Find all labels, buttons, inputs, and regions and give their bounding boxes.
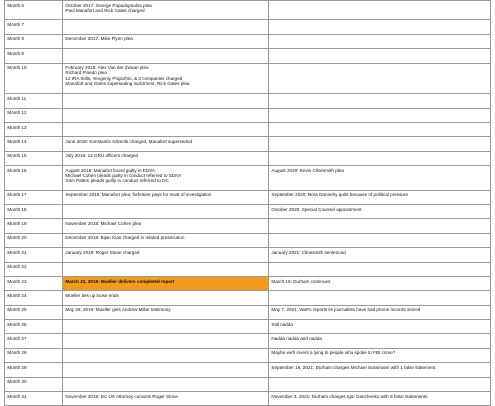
event-text: 12 IRA trolls, Yevgeniy Prigozhin, & 3 companies charged: [65, 75, 183, 81]
table-row: [5, 123, 491, 137]
month-cell: Month 20: [5, 233, 63, 247]
mid-event-cell: [63, 49, 269, 63]
event-text: December 2018: Bijan Kian charged in related prosecution: [65, 235, 185, 241]
table-row: [5, 219, 491, 233]
month-cell: Month 13: [5, 123, 63, 137]
right-event-cell: [269, 108, 491, 122]
month-cell: Month 26: [5, 320, 63, 334]
event-text: November 2019: DC US Attorney convicts Roger Stone: [65, 393, 178, 399]
table-row: [5, 205, 491, 219]
event-text: December 2017: Mike Flynn plea: [65, 36, 133, 42]
mid-event-cell: [63, 320, 269, 334]
month-cell: Month 19: [5, 219, 63, 233]
mid-event-cell: [63, 94, 269, 108]
table-row: [5, 334, 491, 348]
table-row: [5, 63, 491, 94]
table-row: [5, 391, 491, 405]
event-text: September 2020: Nora Dannehy quits because of political pressure: [271, 192, 409, 198]
table-row: [5, 291, 491, 305]
mid-event-cell: [63, 190, 269, 204]
mid-event-cell: [63, 219, 269, 233]
table-row: [5, 233, 491, 247]
right-event-cell: [269, 137, 491, 151]
month-cell: Month 23: [5, 276, 63, 290]
table-row: [5, 377, 491, 391]
timeline-table: [4, 0, 491, 406]
event-text: Mueller ties up loose ends: [65, 292, 119, 298]
event-text: Sam Patten pleads guilty in conduct referred to DC: [65, 178, 169, 184]
month-cell: Month 10: [5, 63, 63, 94]
event-text: October 2020: Special Counsel appointment: [271, 206, 362, 212]
event-text: October 2017: George Papadopoulos plea: [65, 2, 152, 8]
mid-event-cell: [63, 305, 269, 319]
event-text: September 2018: Manafort plea, forfeiture pays for most of investigation: [65, 192, 212, 198]
month-cell: Month 31: [5, 391, 63, 405]
right-event-cell: [269, 377, 491, 391]
mid-event-cell: [63, 276, 269, 290]
event-text: January 2021: Clinesmith sentenced: [271, 249, 346, 255]
mid-event-cell: [63, 166, 269, 191]
table-row: [5, 137, 491, 151]
right-event-cell: [269, 34, 491, 48]
mid-event-cell: [63, 334, 269, 348]
timeline-page: [4, 0, 490, 406]
right-event-cell: [269, 20, 491, 34]
right-event-cell: [269, 63, 491, 94]
mid-event-cell: [63, 123, 269, 137]
table-row: [5, 49, 491, 63]
mid-event-cell: [63, 291, 269, 305]
right-event-cell: [269, 276, 491, 290]
right-event-cell: [269, 262, 491, 276]
month-cell: Month 17: [5, 190, 63, 204]
event-text: June 2018: Konstantin Kilimnik charged, Manafort superseded: [65, 139, 193, 144]
month-cell: Month 30: [5, 377, 63, 391]
mid-event-cell: [63, 391, 269, 405]
mid-event-cell: [63, 348, 269, 362]
right-event-cell: [269, 363, 491, 377]
right-event-cell: [269, 348, 491, 362]
mid-event-cell: [63, 233, 269, 247]
month-cell: Month 16: [5, 166, 63, 191]
event-text: March 22, 2019: Mueller delivers completed report: [65, 278, 175, 284]
table-row: [5, 305, 491, 319]
event-text: Richard Pinedo plea: [65, 70, 107, 76]
right-event-cell: [269, 123, 491, 137]
event-text: May 29, 2019: Mueller gets Andrew Miller testimony: [65, 307, 171, 313]
month-cell: Month 24: [5, 291, 63, 305]
month-cell: Month 29: [5, 363, 63, 377]
mid-event-cell: [63, 137, 269, 151]
right-event-cell: [269, 219, 491, 233]
mid-event-cell: [63, 63, 269, 94]
event-text: Michael Cohen pleads guilty in conduct referred to SDNY: [65, 172, 182, 178]
event-text: May 7, 2021: WaPo reports its journalists have had phone records seized: [271, 307, 421, 313]
month-cell: Month 11: [5, 94, 63, 108]
month-cell: Month 7: [5, 20, 63, 34]
event-text: Still nadda: [271, 321, 293, 327]
mid-event-cell: [63, 377, 269, 391]
right-event-cell: [269, 248, 491, 262]
mid-event-cell: [63, 262, 269, 276]
event-text: Paul Manafort and Rick Gates charged: [65, 7, 145, 13]
month-cell: Month 27: [5, 334, 63, 348]
event-text: Manafort and Gates superseding indictment; Rick Gates plea: [65, 80, 190, 86]
right-event-cell: [269, 166, 491, 191]
month-cell: Month 25: [5, 305, 63, 319]
table-row: [5, 320, 491, 334]
month-cell: Month 18: [5, 205, 63, 219]
right-event-cell: [269, 233, 491, 247]
mid-event-cell: [63, 108, 269, 122]
table-row: [5, 94, 491, 108]
right-event-cell: [269, 94, 491, 108]
month-cell: Month 9: [5, 49, 63, 63]
mid-event-cell: [63, 1, 269, 20]
event-text: November 3, 2021: Durham charges Igor Danchenko with 5 false statements: [271, 393, 428, 399]
table-row: [5, 166, 491, 191]
month-cell: Month 22: [5, 262, 63, 276]
month-cell: Month 21: [5, 248, 63, 262]
mid-event-cell: [63, 205, 269, 219]
event-text: February 2018: Alex Van der Zwaan plea: [65, 65, 149, 71]
event-text: March 18: Durham continues: [271, 278, 331, 284]
table-row: [5, 248, 491, 262]
event-text: Nadda nadda and nadda: [271, 336, 322, 342]
right-event-cell: [269, 151, 491, 165]
table-row: [5, 348, 491, 362]
right-event-cell: [269, 205, 491, 219]
right-event-cell: [269, 391, 491, 405]
month-cell: Month 6: [5, 1, 63, 20]
table-row: [5, 1, 491, 20]
event-text: July 2018: 12 GRU officers charged: [65, 153, 139, 159]
month-cell: Month 28: [5, 348, 63, 362]
right-event-cell: [269, 320, 491, 334]
table-row: [5, 190, 491, 204]
right-event-cell: [269, 305, 491, 319]
mid-event-cell: [63, 20, 269, 34]
timeline-body: [5, 1, 491, 406]
mid-event-cell: [63, 248, 269, 262]
month-cell: Month 12: [5, 108, 63, 122]
table-row: [5, 363, 491, 377]
table-row: [5, 108, 491, 122]
table-row: [5, 34, 491, 48]
right-event-cell: [269, 190, 491, 204]
table-row: [5, 262, 491, 276]
table-row: [5, 276, 491, 290]
right-event-cell: [269, 49, 491, 63]
month-cell: Month 8: [5, 34, 63, 48]
month-cell: Month 14: [5, 137, 63, 151]
table-row: [5, 151, 491, 165]
table-row: [5, 20, 491, 34]
right-event-cell: [269, 291, 491, 305]
right-event-cell: [269, 1, 491, 20]
mid-event-cell: [63, 151, 269, 165]
month-cell: Month 15: [5, 151, 63, 165]
event-text: August 2020: Kevin Clinesmith plea: [271, 167, 344, 173]
mid-event-cell: [63, 363, 269, 377]
event-text: September 16, 2021: Durham charges Michael Sussmann with 1 false statement: [271, 364, 436, 370]
mid-event-cell: [63, 34, 269, 48]
event-text: January 2019: Roger Stone charged: [65, 249, 140, 255]
event-text: August 2018: Manafort found guilty in EDVA: [65, 167, 155, 173]
right-event-cell: [269, 334, 491, 348]
event-text: Maybe we'll invent a lying to people who spoke to FBI crime?: [271, 350, 396, 356]
event-text: November 2018: Michael Cohen plea: [65, 221, 142, 227]
